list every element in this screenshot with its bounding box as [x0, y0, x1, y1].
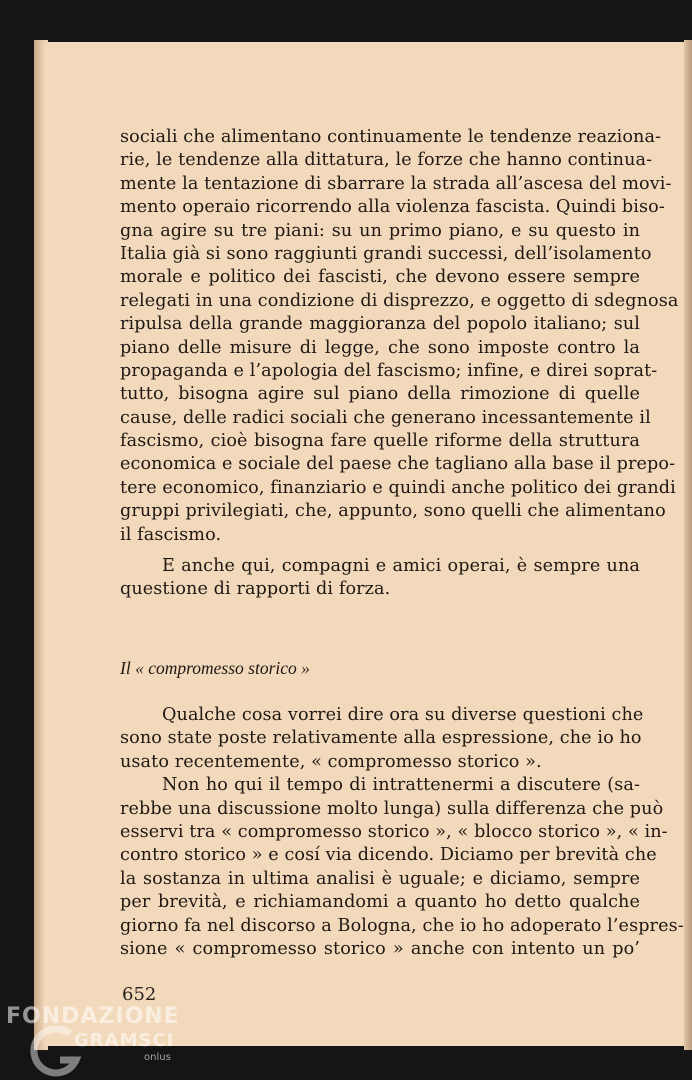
text-line: relegati in una condizione di disprezzo, e oggetto di sdegnosa — [120, 290, 679, 311]
text-line: questione di rapporti di forza. — [120, 579, 391, 600]
text-line: fascismo, cioè bisogna fare quelle riforme della struttura — [120, 431, 640, 452]
text-line: sociali che alimentano continuamente le tendenze reaziona- — [120, 127, 662, 147]
text-line: la sostanza in ultima analisi è uguale; e diciamo, sempre — [120, 868, 640, 889]
watermark-line-2: GRAMSCI — [74, 1030, 175, 1051]
text-line: gna agire su tre piani: su un primo piano, e su questo in — [120, 220, 640, 241]
text-line: sione « compromesso storico » anche con intento un po’ — [120, 938, 640, 959]
text-line: mente la tentazione di sbarrare la strada all’ascesa del movi- — [120, 173, 672, 194]
text-line: Italia già si sono raggiunti grandi successi, dell’isolamento — [120, 243, 652, 264]
text-line: piano delle misure di legge, che sono imposte contro la — [120, 337, 640, 358]
text-line: sono state poste relativamente alla espressione, che io ho — [120, 728, 642, 749]
text-line: economica e sociale del paese che tagliano alla base il prepo- — [120, 454, 676, 475]
text-line: rebbe una discussione molto lunga) sulla differenza che può — [120, 798, 664, 819]
text-line: usato recentemente, « compromesso storico ». — [120, 751, 542, 772]
section-heading: Il « compromesso storico » — [120, 658, 310, 678]
text-line: esservi tra « compromesso storico », « blocco storico », « in- — [120, 821, 668, 842]
text-line: mento operaio ricorrendo alla violenza fascista. Quindi biso- — [120, 197, 665, 218]
page-number: 652 — [122, 984, 157, 1005]
watermark-line-1: FONDAZIONE — [6, 1004, 180, 1029]
text-line: tere economico, finanziario e quindi anche politico dei grandi — [120, 477, 676, 498]
text-line: cause, delle radici sociali che generano incessantemente il — [120, 407, 651, 428]
paragraph-2 — [120, 555, 640, 602]
watermark-line-3: onlus — [144, 1052, 171, 1063]
text-line: tutto, bisogna agire sul piano della rimozione di quelle — [120, 384, 640, 405]
text-line: rie, le tendenze alla dittatura, le forze che hanno continua- — [120, 150, 653, 171]
text-line: morale e politico dei fascisti, che devono essere sempre — [120, 267, 640, 288]
paragraph-3 — [120, 704, 684, 961]
text-line: per brevità, e richiamandomi a quanto ho detto qualche — [120, 892, 640, 913]
text-line: propaganda e l’apologia del fascismo; infine, e direi soprat- — [120, 360, 658, 381]
text-line: giorno fa nel discorso a Bologna, che io ho adoperato l’espres- — [120, 915, 684, 936]
text-line: E anche qui, compagni e amici operai, è sempre una — [162, 556, 640, 576]
text-line: Qualche cosa vorrei dire ora su diverse questioni che — [162, 705, 644, 725]
paragraph-1 — [120, 126, 679, 547]
text-line: il fascismo. — [120, 524, 222, 545]
text-line: contro storico » e cosí via dicendo. Diciamo per brevità che — [120, 845, 657, 866]
page-right-edge — [684, 40, 692, 1050]
text-line: Non ho qui il tempo di intrattenermi a discutere (sa- — [162, 775, 640, 796]
text-line: gruppi privilegiati, che, appunto, sono quelli che alimentano — [120, 501, 666, 522]
text-line: ripulsa della grande maggioranza del popolo italiano; sul — [120, 314, 640, 335]
watermark-logo — [4, 1000, 194, 1080]
